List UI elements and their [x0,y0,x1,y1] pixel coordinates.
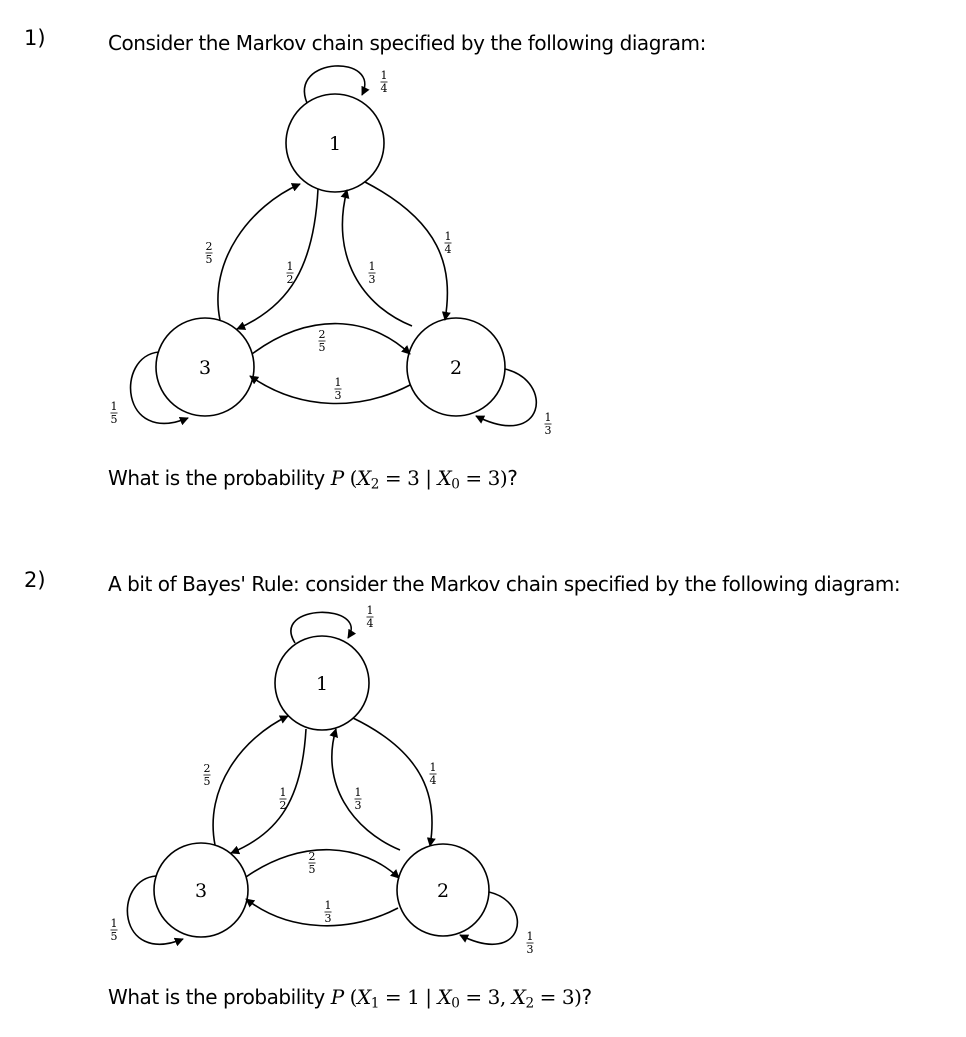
question-2-number: 2) [24,568,46,592]
state-3-label: 3 [194,880,208,902]
label-1-to-1 [367,604,374,630]
svg-text:1: 1 [444,230,452,243]
label-2-to-2 [527,930,534,956]
label-3-to-2 [309,850,316,876]
question-1-intro: Consider the Markov chain specified by the following diagram: [108,31,706,55]
svg-text:1: 1 [279,786,287,799]
svg-text:1: 1 [286,260,294,273]
edge-3-to-1 [218,184,300,320]
svg-text:1: 1 [110,917,118,930]
label-2-to-1 [369,260,376,286]
svg-text:2: 2 [308,850,316,863]
state-1-label: 1 [315,673,329,695]
label-2-to-3 [325,899,332,925]
label-1-to-2 [430,761,437,787]
edge-1-to-2 [353,718,432,846]
svg-text:4: 4 [429,774,437,787]
label-3-to-2 [319,328,326,354]
edge-3-to-3 [131,352,188,423]
edge-1-to-2 [365,182,447,320]
edge-1-to-3 [237,189,318,329]
question-2-intro: A bit of Bayes' Rule: consider the Markov chain specified by the following diagram: [108,572,901,596]
edge-3-to-1 [213,716,288,845]
svg-text:2: 2 [205,240,213,253]
edge-3-to-2 [246,850,399,878]
edge-1-to-3 [231,729,306,853]
question-1-suffix: ? [507,466,518,490]
edge-2-to-3 [246,899,398,926]
label-3-to-3 [111,917,118,943]
label-2-to-2 [545,411,552,437]
question-1-formula: P ($X_2 = 3$ | $X_0 = 3$) [330,466,508,493]
label-3-to-3 [111,400,118,426]
label-1-to-3 [287,260,294,286]
svg-text:2: 2 [203,762,211,775]
question-1-number: 1) [24,26,46,50]
edge-2-to-1 [332,729,400,850]
label-2-to-3 [335,376,342,402]
svg-text:1: 1 [429,761,437,774]
state-1-label: 1 [328,133,342,155]
svg-text:5: 5 [318,341,326,354]
svg-text:2: 2 [286,273,294,286]
question-2-prefix: What is the probability [108,985,331,1009]
svg-text:4: 4 [380,82,388,95]
question-1-text [108,466,518,493]
edge-3-to-3 [127,876,183,944]
label-2-to-1 [355,786,362,812]
svg-text:3: 3 [334,389,342,402]
edge-3-to-2 [252,324,410,354]
svg-text:3: 3 [544,424,552,437]
svg-text:1: 1 [334,376,342,389]
edge-1-to-1 [291,612,351,643]
state-2-label: 2 [436,880,450,902]
svg-text:4: 4 [366,617,374,630]
svg-text:1: 1 [110,400,118,413]
svg-text:3: 3 [354,799,362,812]
edge-1-to-1 [304,66,364,103]
svg-text:5: 5 [203,775,211,788]
svg-text:4: 4 [444,243,452,256]
state-2-label: 2 [449,357,463,379]
question-2-formula: P ($X_1 = 1$ | $X_0 = 3$, $X_2 = 3$) [330,985,582,1012]
edge-2-to-3 [250,376,410,403]
label-3-to-1 [204,762,211,788]
svg-text:5: 5 [308,863,316,876]
label-1-to-1 [381,69,388,95]
svg-text:1: 1 [366,604,374,617]
svg-text:2: 2 [318,328,326,341]
svg-text:3: 3 [368,273,376,286]
markov-chain-diagram-2 [100,598,540,970]
svg-text:1: 1 [380,69,388,82]
state-3-label: 3 [198,357,212,379]
svg-text:1: 1 [368,260,376,273]
svg-text:1: 1 [544,411,552,424]
question-2-text [108,985,592,1012]
label-1-to-3 [280,786,287,812]
svg-text:5: 5 [205,253,213,266]
question-2-suffix: ? [581,985,592,1009]
svg-text:2: 2 [279,799,287,812]
question-1-prefix: What is the probability [108,466,331,490]
svg-text:1: 1 [324,899,332,912]
svg-text:1: 1 [526,930,534,943]
svg-text:3: 3 [324,912,332,925]
svg-text:1: 1 [354,786,362,799]
svg-text:5: 5 [110,413,118,426]
svg-text:5: 5 [110,930,118,943]
markov-chain-diagram-1 [100,56,570,448]
svg-text:3: 3 [526,943,534,956]
edge-2-to-2 [476,369,536,426]
edge-2-to-1 [342,190,412,326]
label-3-to-1 [206,240,213,266]
label-1-to-2 [445,230,452,256]
